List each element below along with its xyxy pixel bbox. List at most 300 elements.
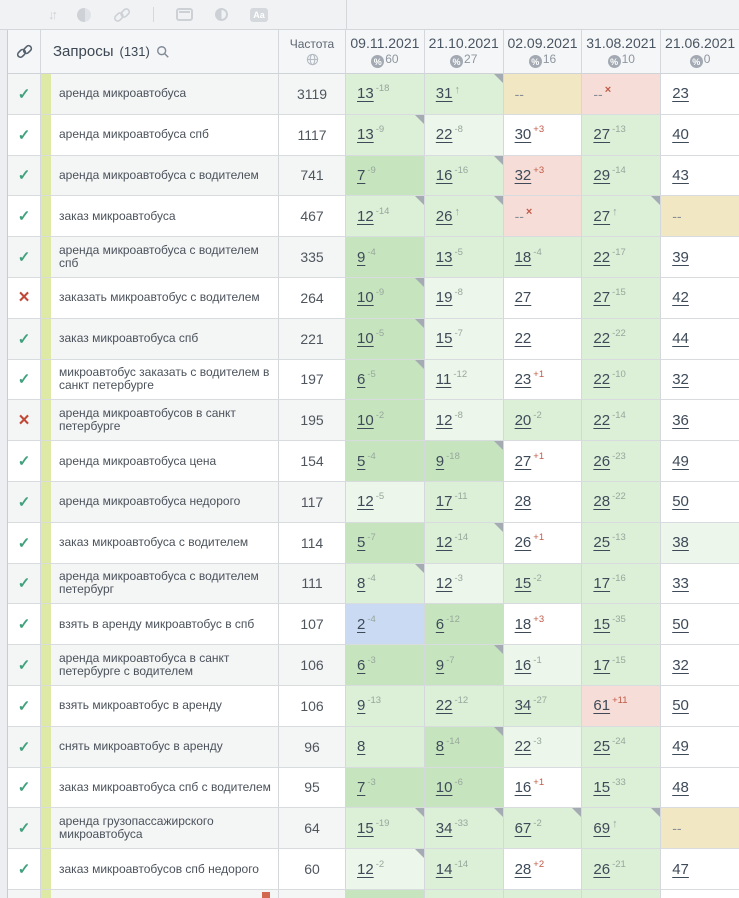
position-link[interactable]: 15 (593, 615, 611, 633)
position-delta: +1 (533, 450, 545, 462)
position-link[interactable]: 48 (672, 778, 689, 796)
check-icon[interactable]: ✓ (17, 534, 31, 552)
status-cell[interactable] (8, 74, 41, 115)
status-cell[interactable] (8, 237, 41, 278)
position-link[interactable]: 67 (514, 819, 532, 837)
position-cell (504, 645, 583, 686)
position-link[interactable]: 20 (514, 411, 532, 429)
position-cell (425, 156, 504, 197)
keyword-text: заказ микроавтобуса (59, 208, 176, 223)
position-link[interactable]: 5 (357, 534, 366, 552)
keyword-group-stripe (41, 645, 51, 685)
position-link[interactable]: 18 (514, 615, 532, 633)
position-cell (346, 523, 425, 564)
keyword-cell[interactable] (41, 768, 279, 809)
globe-icon (306, 53, 319, 66)
position-link[interactable]: 27 (593, 289, 611, 307)
position-cell (504, 849, 583, 890)
table-row (8, 686, 739, 727)
position-cell (582, 278, 661, 319)
position-delta: -9 (375, 287, 385, 299)
position-delta: ↑ (612, 818, 618, 831)
table-row (8, 849, 739, 890)
position-link[interactable]: 16 (435, 166, 453, 184)
table-header-row (8, 30, 739, 74)
position-link[interactable]: 9 (357, 697, 366, 715)
check-icon[interactable]: ✓ (17, 126, 31, 144)
position-link[interactable]: 7 (357, 778, 366, 796)
position-delta: -18 (446, 450, 460, 462)
position-cell (661, 441, 739, 482)
keyword-group-stripe (41, 808, 51, 848)
keyword-cell[interactable] (41, 727, 279, 768)
position-link[interactable]: 13 (357, 85, 374, 103)
percent-value: 60 (385, 52, 399, 66)
percent-icon: % (690, 55, 703, 68)
position-delta: -7 (454, 328, 463, 340)
frequency-value: 111 (279, 564, 346, 605)
check-icon[interactable]: ✓ (17, 85, 31, 103)
position-link[interactable]: 14 (435, 860, 453, 878)
keyword-cell[interactable] (41, 360, 279, 401)
check-icon[interactable]: ✓ (17, 453, 31, 471)
status-cell[interactable] (8, 890, 41, 898)
status-cell[interactable] (8, 686, 41, 727)
status-cell[interactable] (8, 115, 41, 156)
position-link[interactable]: 26 (435, 207, 453, 225)
no-position-value: -- (514, 85, 524, 102)
status-cell[interactable] (8, 196, 41, 237)
position-cell (661, 74, 739, 115)
frequency-value: 195 (279, 400, 346, 441)
table-body (8, 74, 739, 898)
position-link[interactable]: 16 (514, 778, 532, 796)
position-link[interactable]: 23 (672, 85, 689, 103)
status-cell[interactable] (8, 482, 41, 523)
position-cell (582, 890, 661, 898)
position-link[interactable]: 69 (593, 819, 611, 837)
position-link[interactable]: 18 (514, 248, 532, 266)
position-link[interactable]: 8 (357, 738, 366, 756)
queries-count: (131) (119, 44, 150, 59)
position-cell (425, 686, 504, 727)
position-link[interactable]: 44 (672, 330, 689, 348)
position-delta: ↑ (612, 206, 618, 219)
position-cell (425, 564, 504, 605)
keyword-group-stripe (41, 686, 51, 726)
position-delta: -24 (612, 736, 626, 748)
check-icon[interactable]: ✓ (17, 697, 31, 715)
position-cell (582, 237, 661, 278)
position-cell (504, 360, 583, 401)
position-link[interactable]: 9 (435, 452, 445, 470)
position-delta: -22 (612, 328, 626, 340)
visibility-percent (529, 52, 556, 68)
keyword-group-stripe (41, 237, 51, 277)
position-link[interactable]: 12 (357, 207, 374, 225)
position-cell (504, 808, 583, 849)
keyword-cell[interactable] (41, 74, 279, 115)
status-cell[interactable] (8, 727, 41, 768)
check-icon[interactable]: ✓ (17, 820, 31, 838)
position-link[interactable]: 28 (593, 493, 611, 511)
position-link[interactable]: 22 (435, 126, 453, 144)
no-position-value: -- (672, 208, 682, 225)
position-link[interactable]: 12 (357, 493, 374, 511)
position-link[interactable]: 33 (672, 574, 689, 592)
position-link[interactable]: 50 (672, 697, 689, 715)
position-link[interactable]: 34 (514, 697, 532, 715)
keyword-cell[interactable] (41, 156, 279, 197)
position-link[interactable]: 22 (435, 697, 453, 715)
keyword-group-stripe (41, 441, 51, 481)
position-delta: -2 (375, 409, 385, 421)
position-link[interactable]: 25 (593, 534, 611, 552)
position-cell (425, 482, 504, 523)
status-cell[interactable] (8, 849, 41, 890)
position-link[interactable]: 32 (672, 656, 689, 674)
keyword-cell[interactable] (41, 808, 279, 849)
position-link[interactable]: 6 (357, 370, 366, 388)
header-date-09.11.2021[interactable] (346, 30, 425, 74)
position-link[interactable]: 2 (357, 615, 366, 633)
check-icon[interactable]: ✓ (17, 657, 31, 675)
position-cell (425, 115, 504, 156)
position-cell (346, 237, 425, 278)
position-cell (504, 278, 583, 319)
position-delta: × (604, 83, 612, 96)
position-link[interactable]: 15 (357, 819, 374, 837)
table-row (8, 400, 739, 441)
position-link[interactable]: 39 (672, 248, 689, 266)
position-cell (661, 890, 739, 898)
keyword-cell[interactable] (41, 441, 279, 482)
keyword-text: аренда микроавтобуса (59, 86, 187, 101)
keyword-cell[interactable] (41, 849, 279, 890)
position-link[interactable]: 15 (435, 330, 453, 348)
position-delta: -13 (367, 695, 382, 707)
keyword-cell[interactable] (41, 319, 279, 360)
chain-link-icon (16, 43, 33, 60)
frequency-value: 106 (279, 686, 346, 727)
keyword-text: взять микроавтобус в аренду (59, 698, 222, 713)
keyword-cell[interactable] (41, 645, 279, 686)
status-cell[interactable] (8, 441, 41, 482)
keyword-text: заказ микроавтобуса спб с водителем (59, 779, 271, 794)
position-cell (661, 808, 739, 849)
sort-icon[interactable]: ↓↑ (48, 7, 55, 22)
position-link[interactable]: 26 (593, 860, 611, 878)
keyword-group-stripe (41, 74, 51, 114)
check-icon[interactable]: ✓ (17, 371, 31, 389)
position-cell (582, 482, 661, 523)
check-icon[interactable]: ✓ (17, 861, 31, 879)
check-icon[interactable]: ✓ (17, 330, 31, 348)
table-row (8, 156, 739, 197)
header-date-02.09.2021[interactable] (504, 30, 583, 74)
position-cell (346, 278, 425, 319)
position-cell (425, 441, 504, 482)
date-label: 02.09.2021 (507, 35, 578, 51)
table-row (8, 74, 739, 115)
position-link[interactable]: 8 (435, 738, 445, 756)
frequency-value: 741 (279, 156, 346, 197)
position-delta: -2 (533, 572, 542, 584)
position-cell (661, 360, 739, 401)
position-link[interactable]: 61 (593, 697, 611, 715)
frequency-value: 467 (279, 196, 346, 237)
keyword-cell[interactable] (41, 604, 279, 645)
position-delta: +3 (533, 124, 545, 136)
check-icon[interactable]: ✓ (17, 575, 31, 593)
position-delta: -12 (446, 613, 460, 625)
position-link[interactable]: 17 (435, 493, 453, 511)
keyword-cell[interactable] (41, 400, 279, 441)
header-queries[interactable] (41, 30, 279, 74)
check-icon[interactable]: ✓ (17, 779, 31, 797)
status-cell[interactable] (8, 319, 41, 360)
position-link[interactable]: 16 (514, 656, 532, 674)
position-delta: -5 (367, 368, 376, 380)
position-cell (504, 319, 583, 360)
position-link[interactable]: 6 (435, 615, 445, 633)
position-link[interactable]: 22 (514, 330, 532, 348)
position-link[interactable]: 31 (435, 85, 453, 103)
position-delta: -13 (612, 124, 626, 136)
contrast-icon[interactable] (215, 8, 228, 21)
keyword-text: заказ микроавтобусов спб недорого (59, 861, 259, 876)
toolbar-divider (153, 7, 154, 22)
position-link[interactable]: 13 (357, 126, 374, 144)
check-icon[interactable]: ✓ (17, 249, 31, 267)
panel-icon[interactable] (176, 8, 193, 21)
header-date-31.08.2021[interactable] (582, 30, 661, 74)
position-link[interactable]: 22 (593, 248, 611, 266)
keyword-text: аренда микроавтобуса недорого (59, 494, 241, 509)
position-delta: -1 (533, 654, 542, 666)
position-link[interactable]: 32 (672, 370, 689, 388)
keyword-cell[interactable] (41, 115, 279, 156)
position-link[interactable]: 15 (514, 574, 532, 592)
position-delta: -3 (367, 776, 376, 788)
keyword-text: аренда микроавтобуса спб (59, 127, 209, 142)
header-date-21.10.2021[interactable] (425, 30, 504, 74)
position-link[interactable]: 26 (593, 452, 611, 470)
frequency-value: 117 (279, 482, 346, 523)
position-cell (661, 849, 739, 890)
position-link[interactable]: 38 (672, 534, 689, 552)
keyword-text: микроавтобус заказать с водителем в санкт петербурге (59, 365, 270, 393)
keyword-cell[interactable] (41, 278, 279, 319)
check-icon[interactable]: ✓ (17, 616, 31, 634)
search-icon[interactable] (156, 45, 170, 59)
position-link[interactable]: 8 (357, 574, 366, 592)
position-link[interactable]: 42 (672, 289, 689, 307)
position-cell (582, 564, 661, 605)
position-delta: -21 (612, 858, 626, 870)
position-link[interactable]: 12 (357, 860, 374, 878)
visibility-percent (690, 52, 711, 68)
position-delta: -33 (612, 776, 626, 788)
bullet-icon[interactable] (77, 8, 91, 22)
table-row (8, 482, 739, 523)
position-link[interactable]: 26 (514, 534, 532, 552)
position-link[interactable]: 10 (357, 411, 374, 429)
position-link[interactable]: 27 (593, 126, 611, 144)
position-delta: -27 (533, 695, 548, 707)
position-link[interactable]: 10 (435, 778, 453, 796)
position-delta: -11 (454, 491, 468, 503)
frequency-value (279, 890, 346, 898)
keyword-cell[interactable] (41, 482, 279, 523)
keyword-group-stripe (41, 319, 51, 359)
frequency-value: 264 (279, 278, 346, 319)
position-link[interactable]: 12 (435, 534, 453, 552)
position-link[interactable]: 49 (672, 738, 689, 756)
cross-icon[interactable]: × (18, 409, 30, 431)
position-link[interactable]: 22 (593, 370, 611, 388)
position-cell (346, 74, 425, 115)
frequency-value: 96 (279, 727, 346, 768)
keyword-cell[interactable] (41, 237, 279, 278)
position-cell (661, 319, 739, 360)
position-cell (346, 645, 425, 686)
text-style-icon[interactable]: Aa (250, 8, 268, 22)
position-link[interactable]: 34 (435, 819, 453, 837)
position-link[interactable]: 43 (672, 166, 689, 184)
position-link[interactable]: 10 (357, 330, 374, 348)
status-cell[interactable] (8, 808, 41, 849)
position-cell (582, 196, 661, 237)
position-cell (425, 400, 504, 441)
link-icon[interactable] (113, 6, 131, 24)
status-cell[interactable] (8, 400, 41, 441)
position-delta: × (525, 206, 533, 219)
position-link[interactable]: 7 (357, 166, 366, 184)
position-delta: -16 (612, 572, 626, 584)
position-link[interactable]: 30 (514, 126, 532, 144)
status-cell[interactable] (8, 645, 41, 686)
keyword-cell[interactable] (41, 523, 279, 564)
position-link[interactable]: 22 (593, 330, 611, 348)
position-link[interactable]: 13 (435, 248, 453, 266)
position-cell (582, 360, 661, 401)
cross-icon[interactable]: × (18, 287, 30, 309)
position-delta: -4 (367, 246, 376, 258)
frequency-value: 107 (279, 604, 346, 645)
label-marker (262, 892, 270, 898)
status-cell[interactable] (8, 156, 41, 197)
date-label: 09.11.2021 (350, 35, 420, 51)
position-delta: +1 (533, 368, 545, 380)
position-cell (661, 686, 739, 727)
header-date-21.06.2021[interactable] (661, 30, 739, 74)
check-icon[interactable]: ✓ (17, 208, 31, 226)
position-link[interactable]: 12 (435, 574, 453, 592)
check-icon[interactable]: ✓ (17, 493, 31, 511)
table-row (8, 523, 739, 564)
position-link[interactable]: 50 (672, 615, 689, 633)
table-row (8, 196, 739, 237)
check-icon[interactable]: ✓ (17, 167, 31, 185)
position-link[interactable]: 27 (514, 289, 532, 307)
position-link[interactable]: 17 (593, 656, 611, 674)
check-icon[interactable]: ✓ (17, 738, 31, 756)
keyword-cell[interactable] (41, 564, 279, 605)
no-position-value: -- (672, 820, 682, 837)
position-link[interactable]: 5 (357, 452, 366, 470)
position-delta: -12 (453, 368, 468, 380)
status-cell[interactable] (8, 768, 41, 809)
position-link[interactable]: 22 (514, 738, 532, 756)
position-link[interactable]: 10 (357, 289, 374, 307)
keyword-cell[interactable] (41, 890, 279, 898)
keyword-cell[interactable] (41, 196, 279, 237)
keyword-group-stripe (41, 523, 51, 563)
frequency-value: 60 (279, 849, 346, 890)
position-link[interactable]: 9 (435, 656, 445, 674)
header-link-cell[interactable] (8, 30, 41, 74)
position-link[interactable]: 22 (593, 411, 611, 429)
status-cell[interactable] (8, 360, 41, 401)
visibility-percent (371, 52, 398, 68)
position-cell (346, 727, 425, 768)
position-link[interactable]: 11 (435, 370, 452, 388)
status-cell[interactable] (8, 278, 41, 319)
keyword-text: аренда микроавтобуса с водителем спб (59, 243, 259, 271)
position-delta: -35 (612, 613, 626, 625)
position-link[interactable]: 27 (593, 207, 611, 225)
position-delta: -5 (375, 328, 385, 340)
position-link[interactable]: 9 (357, 248, 366, 266)
position-link[interactable]: 25 (593, 738, 611, 756)
position-link[interactable]: 29 (593, 166, 611, 184)
position-link[interactable]: 40 (672, 126, 689, 144)
position-cell (661, 768, 739, 809)
table-row (8, 360, 739, 401)
position-link[interactable]: 17 (593, 574, 611, 592)
position-link[interactable]: 28 (514, 493, 532, 511)
position-link[interactable]: 19 (435, 289, 453, 307)
status-cell[interactable] (8, 564, 41, 605)
header-frequency[interactable] (279, 30, 346, 74)
percent-icon: % (371, 55, 384, 68)
position-delta: +3 (533, 164, 545, 176)
position-cell (504, 156, 583, 197)
position-delta: -10 (612, 368, 626, 380)
no-position-value: -- (514, 208, 524, 225)
position-cell (425, 196, 504, 237)
position-link[interactable]: 32 (514, 166, 532, 184)
keyword-group-stripe (41, 278, 51, 318)
position-cell (425, 645, 504, 686)
keyword-cell[interactable] (41, 686, 279, 727)
position-delta: -5 (375, 491, 385, 503)
position-link[interactable]: 28 (514, 860, 532, 878)
position-link[interactable]: 27 (514, 452, 532, 470)
position-link[interactable]: 47 (672, 860, 689, 878)
position-link[interactable]: 12 (435, 411, 453, 429)
status-cell[interactable] (8, 523, 41, 564)
position-link[interactable]: 23 (514, 370, 532, 388)
position-link[interactable]: 50 (672, 493, 689, 511)
position-link[interactable]: 6 (357, 656, 366, 674)
position-link[interactable]: 15 (593, 778, 611, 796)
status-cell[interactable] (8, 604, 41, 645)
position-link[interactable]: 49 (672, 452, 689, 470)
position-cell (425, 604, 504, 645)
position-link[interactable]: 36 (672, 411, 689, 429)
